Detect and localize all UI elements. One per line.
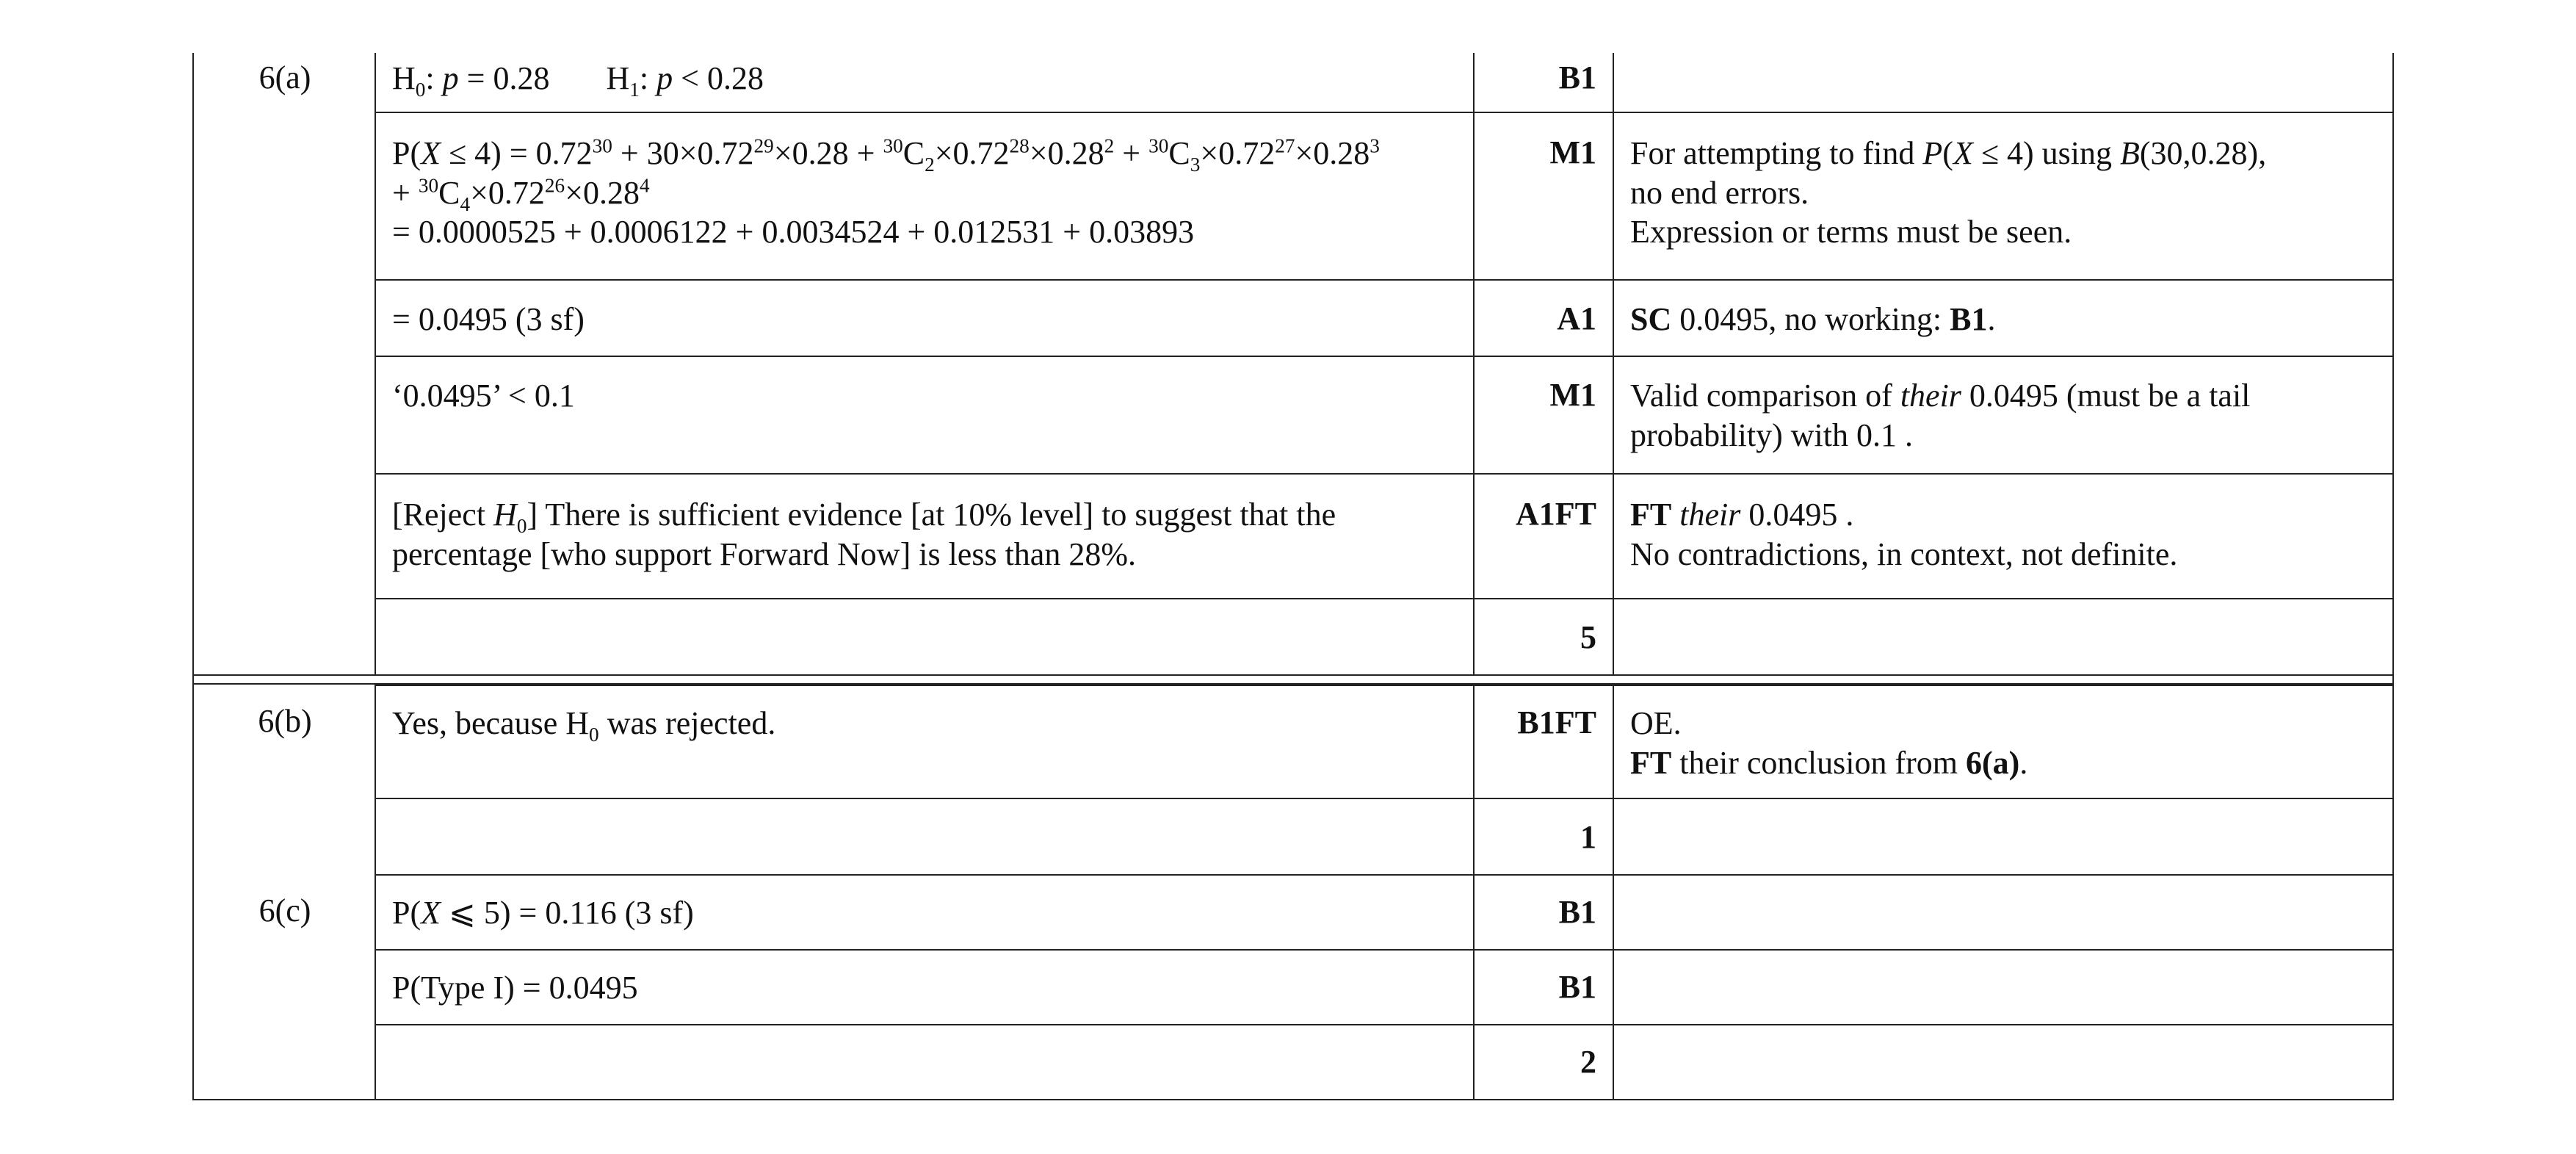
guidance-text: Valid comparison of their 0.0495 (must be a tail probability) with 0.1 . [1630, 378, 2251, 453]
mark-code: A1FT [1516, 496, 1596, 532]
marks-cell [1473, 53, 1613, 112]
answer-cell [375, 357, 1473, 473]
marks-cell [1473, 1025, 1613, 1099]
mark-scheme-table [192, 53, 2394, 1099]
guidance-text: FT their 0.0495 . No contradictions, in context, not definite. [1630, 497, 2178, 572]
mark-code: M1 [1549, 377, 1596, 413]
answer-text: = 0.0495 (3 sf) [392, 301, 585, 337]
answer-cell [375, 951, 1473, 1024]
guidance-cell [1613, 686, 2394, 798]
answer-text: P(X ⩽ 5) = 0.116 (3 sf) [392, 895, 694, 931]
mark-row [375, 53, 2394, 112]
answer-text: ‘0.0495’ < 0.1 [392, 378, 575, 414]
mark-row [375, 112, 2394, 279]
marks-cell [1473, 281, 1613, 356]
double-rule-divider [192, 674, 2394, 685]
answer-cell [375, 475, 1473, 598]
mark-code: B1FT [1517, 704, 1596, 740]
guidance-cell [1613, 281, 2394, 356]
answer-text: Yes, because $H_0$ was rejected. [392, 705, 776, 746]
answer-text: P(Type I) = 0.0495 [392, 970, 638, 1006]
guidance-text: For attempting to find P(X ≤ 4) using B(30,0.28), no end errors. Expression or terms must be seen. [1630, 135, 2267, 250]
guidance-text: SC 0.0495, no working: B1. [1630, 301, 1996, 337]
marks-cell [1473, 599, 1613, 674]
mark-row [375, 279, 2394, 356]
guidance-cell [1613, 876, 2394, 949]
answer-text: $P(X \le 4) = 0.72^{30} + 30\times 0.72^{29}\times 0.28 + ^{30}C_2\times 0.72^{28}\times 0.28^2 + ^{30}C_3\times 0.72^{27}\times 0.28^3$ + $^{30}C_4\times 0.72^{26}\times 0.28^4$ = 0.0000525 + 0.0006122 + 0.0034524 + 0.012531 + 0.03893 [392, 134, 1380, 250]
guidance-cell [1613, 799, 2394, 874]
marks-cell [1473, 686, 1613, 798]
question-q6c [192, 874, 2394, 1099]
answer-text: [Reject $H_0$] There is sufficient evidence [at 10% level] to suggest that the percentage [who support Forward Now] is less than 28%. [392, 497, 1336, 572]
mark-code: A1 [1557, 300, 1596, 336]
guidance-cell [1613, 53, 2394, 112]
marks-cell [1473, 475, 1613, 598]
question-number: 6(a) [258, 59, 311, 95]
guidance-cell [1613, 951, 2394, 1024]
question-number-cell [192, 874, 375, 1099]
question-q6a [192, 53, 2394, 674]
mark-code: 5 [1580, 619, 1596, 655]
marks-cell [1473, 357, 1613, 473]
answer-cell [375, 599, 1473, 674]
mark-code: B1 [1558, 969, 1596, 1005]
answer-cell [375, 113, 1473, 279]
guidance-cell [1613, 475, 2394, 598]
answer-cell [375, 686, 1473, 798]
guidance-cell [1613, 599, 2394, 674]
mark-code: B1 [1558, 894, 1596, 930]
question-number-cell [192, 685, 375, 874]
mark-code: B1 [1558, 59, 1596, 95]
answer-text: $H_0$: p = 0.28 $H_1$: p < 0.28 [392, 60, 764, 101]
mark-row [375, 798, 2394, 874]
answer-cell [375, 876, 1473, 949]
guidance-text: OE. FT their conclusion from 6(a). [1630, 705, 2028, 781]
mark-code: M1 [1549, 134, 1596, 170]
mark-code: 2 [1580, 1044, 1596, 1080]
question-number: 6(b) [258, 703, 312, 739]
mark-row [375, 598, 2394, 674]
mark-row [375, 473, 2394, 598]
question-number-cell [192, 53, 375, 674]
mark-row [375, 685, 2394, 798]
mark-row [375, 1024, 2394, 1099]
mark-code: 1 [1580, 819, 1596, 855]
question-q6b [192, 685, 2394, 874]
table-bottom-border [192, 1099, 2394, 1100]
answer-cell [375, 281, 1473, 356]
marks-cell [1473, 113, 1613, 279]
answer-cell [375, 799, 1473, 874]
mark-row [375, 874, 2394, 949]
guidance-cell [1613, 357, 2394, 473]
answer-cell [375, 53, 1473, 112]
question-number: 6(c) [258, 892, 311, 928]
guidance-cell [1613, 1025, 2394, 1099]
guidance-cell [1613, 113, 2394, 279]
mark-row [375, 949, 2394, 1024]
marks-cell [1473, 799, 1613, 874]
answer-cell [375, 1025, 1473, 1099]
mark-row [375, 356, 2394, 473]
marks-cell [1473, 876, 1613, 949]
marks-cell [1473, 951, 1613, 1024]
